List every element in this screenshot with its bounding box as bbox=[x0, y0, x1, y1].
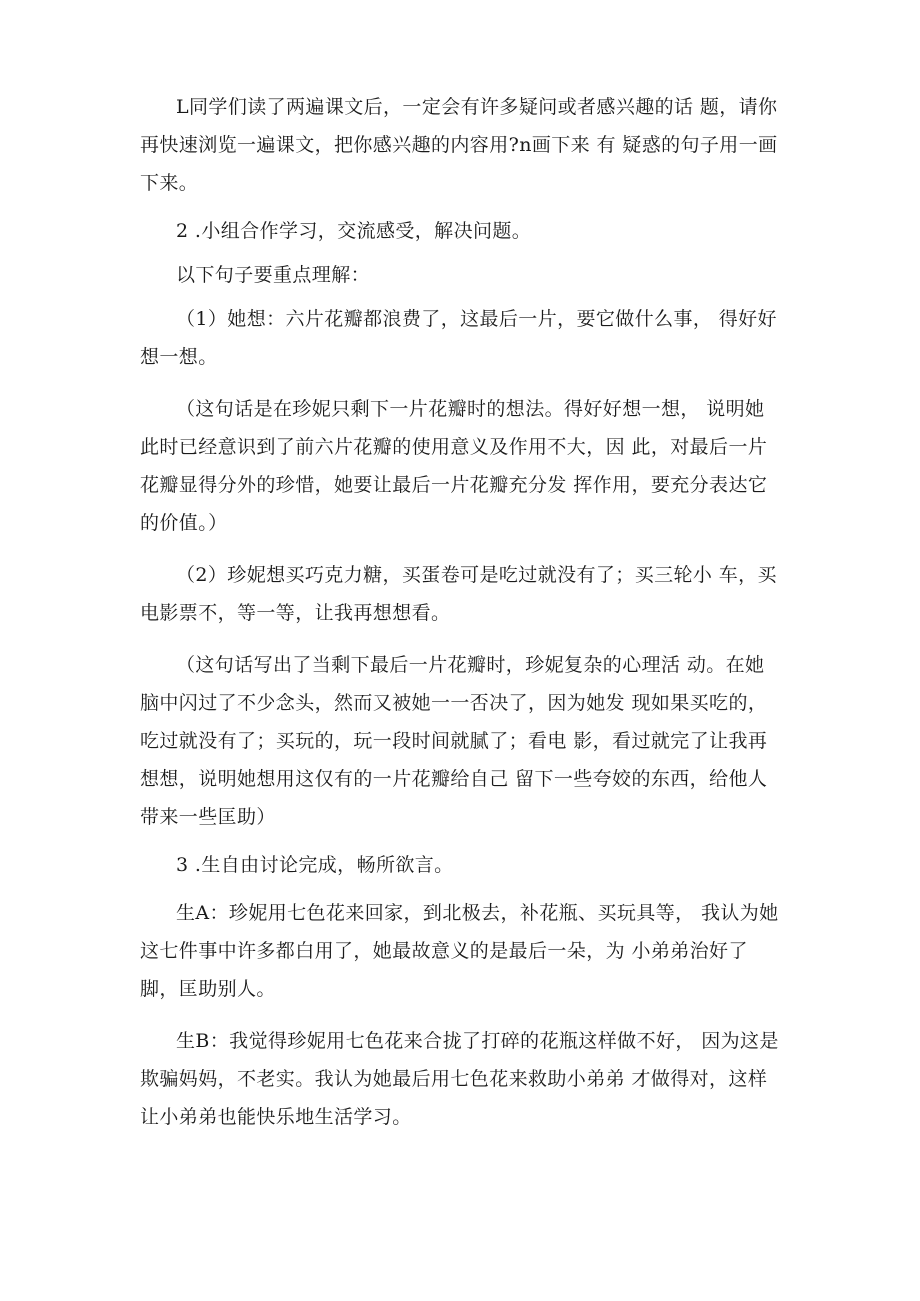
paragraph-explanation-2: （这句话写出了当剩下最后一片花瓣时，珍妮复杂的心理活 动。在她脑中闪过了不少念头，然而又被她一一否决了，因为她发 现如果买吃的，吃过就没有了；买玩的，玩一段时间就腻了；看电 影，看过就完了让我再想想，说明她想用这仅有的一片花瓣给自己 留下一些夸姣的东西，给他人带来一些匡助） bbox=[140, 654, 768, 828]
paragraph-step-2: 2 .小组合作学习，交流感受，解决问题。 bbox=[176, 220, 532, 242]
paragraph-student-a: 生A：珍妮用七色花来回家，到北极去，补花瓶、买玩具等， 我认为她这七件事中许多都白用了，她最故意义的是最后一朵，为 小弟弟治好了脚，匡助别人。 bbox=[140, 902, 779, 1000]
paragraph-step-3: 3 .生自由讨论完成，畅所欲言。 bbox=[176, 854, 454, 876]
paragraph-sentence-2: （2）珍妮想买巧克力糖，买蛋卷可是吃过就没有了；买三轮小 车，买电影票不，等一等，让我再想想看。 bbox=[140, 564, 777, 624]
paragraph-explanation-1: （这句话是在珍妮只剩下一片花瓣时的想法。得好好想一想， 说明她此时已经意识到了前六片花瓣的使用意义及作用不大，因 此，对最后一片花瓣显得分外的珍惜，她要让最后一片花瓣充分发 挥作用，要充分表达它的价值。） bbox=[140, 398, 768, 534]
paragraph-instructions: L同学们读了两遍课文后，一定会有许多疑问或者感兴趣的话 题，请你再快速浏览一遍课文，把你感兴趣的内容用?n画下来 有 疑惑的句子用一画下来。 bbox=[140, 96, 778, 194]
paragraph-student-b: 生B：我觉得珍妮用七色花来合拢了打碎的花瓶这样做不好， 因为这是欺骗妈妈，不老实。我认为她最后用七色花来救助小弟弟 才做得对，这样让小弟弟也能快乐地生活学习。 bbox=[140, 1030, 779, 1128]
document-body bbox=[140, 88, 780, 1136]
paragraph-sentence-1: （1）她想：六片花瓣都浪费了，这最后一片，要它做什么事， 得好好想一想。 bbox=[140, 308, 777, 368]
paragraph-key-sentences-heading: 以下句子要重点理解： bbox=[176, 264, 371, 286]
